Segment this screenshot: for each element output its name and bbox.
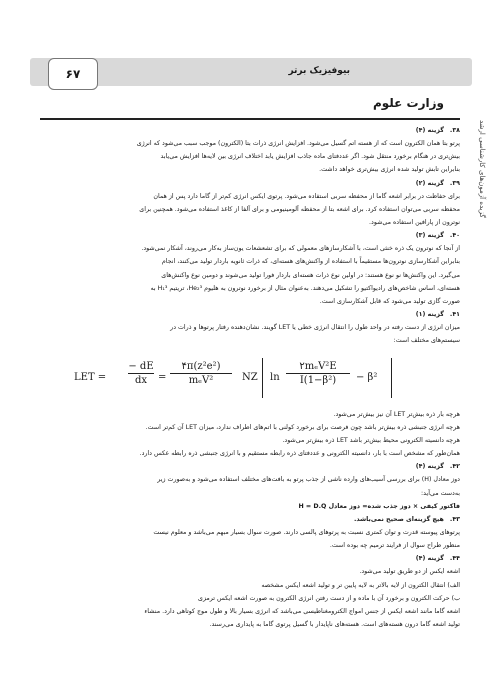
question-number: ۴۴.	[449, 555, 460, 563]
formula-nz: NZ	[242, 371, 258, 383]
dose-formula: فاکتور کیفی × دوز جذب شده= دوز معادل H = D.Q	[298, 502, 460, 510]
paragraph-line: منظور طراح سوال از فرایند ترمیم چه بوده است.	[329, 542, 460, 550]
question-number: ۴۱.	[449, 311, 460, 319]
paragraph-line: تولید اشعه گاما درون هسته‌های است. هسته‌های ناپایدار با گسیل پرتوی گاما به پایداری می‌رسند.	[209, 621, 460, 629]
content	[30, 124, 460, 631]
question-number: ۴۲.	[449, 463, 460, 471]
paragraph-line: هرچه انرژی جنبشی ذره بیش‌تر باشد چون فرصت برای برخورد کولنی با اتم‌های اطراف ندارد، میزان LET آن کم‌تر است.	[145, 423, 460, 431]
formula-equals: =	[158, 371, 167, 383]
formula-beta: − β²	[356, 371, 378, 383]
formula-denominator: dx	[128, 373, 154, 387]
paragraph-line: از آنجا که نوترون یک ذره خنثی است، با آشکارسازهای معمولی که برای تشعشعات یون‌ساز به‌کار می‌روند، آشکار نمی‌شود.	[141, 245, 460, 253]
paragraph-line: بنابراین تابش تولید شده انرژی بیش‌تری خواهد داشت.	[319, 166, 460, 174]
paragraph-line: صورت گازی تولید می‌شود که قابل آشکارسازی است.	[319, 298, 460, 306]
let-formula	[74, 356, 460, 402]
paragraph-line: محفظه سربی می‌توان استفاده کرد. برای اشعه بتا از محفظه آلومینیومی و برای آلفا از کاغذ استفاده می‌شود. همچنین برای	[139, 205, 460, 213]
answer-label: گزینه (۳)	[415, 232, 444, 240]
formula-numerator: − dE	[128, 360, 154, 372]
question-number: ۳۹.	[449, 179, 460, 187]
paragraph-line: هرچه بار ذره بیش‌تر LET آن نیز بیش‌تر می‌شود.	[333, 410, 460, 418]
question-header	[30, 177, 460, 190]
running-title: بیوفیزیک برتر	[288, 66, 350, 76]
paragraph-line: اشعه ایکس از دو طریق تولید می‌شود.	[359, 568, 460, 576]
paragraph-line: الف) انتقال الکترون از لایه بالاتر به لایه پایین تر و تولید اشعه ایکس مشخصه	[261, 581, 460, 589]
paragraph-line: میزان انرژی از دست رفته در واحد طول را انتقال انرژی خطی یا LET گویند. نشان‌دهنده رفتار پرتوها و ذرات در	[170, 324, 460, 332]
answer-label: گزینه (۴)	[415, 463, 444, 471]
paragraph-line: سیستم‌های مختلف است:	[393, 337, 460, 345]
paragraph-line: هسته‌ای، اساس شاخص‌های رادیواکتیو را تشکیل می‌دهند. به‌عنوان مثال از برخورد نوترون به هلیوم He₂³، تریتیم H₁³ به	[150, 284, 460, 292]
paragraph-line: بیش‌تری در هنگام برخورد منتقل شود. اگر عددفتای ماده جاذب افزایش یابد اختلاف انرژی بین لایه‌ها افزایش می‌یابد	[160, 153, 460, 161]
paragraph-line: به‌دست می‌آید:	[421, 489, 460, 497]
question-number: ۴۰.	[449, 232, 460, 240]
paragraph-line: ب) حرکت الکترون و برخورد آن با ماده و از دست رفتن انرژی الکترون به صورت اشعه ایکس ترمزی	[198, 594, 460, 602]
paragraph-line: اشعه گاما مانند اشعه ایکس از جنس امواج الکترومغناطیسی می‌باشد که انرژی بسیار بالا و طول موج کوتاهی دارد. منشاء	[144, 608, 460, 616]
question-header	[30, 124, 460, 137]
paragraph-line: دوز معادل (H) برای بررسی آسیب‌های وارده ناشی از جذب پرتو به بافت‌های مختلف استفاده می‌شود و به‌صورت زیر	[157, 476, 460, 484]
formula-fraction	[128, 360, 154, 387]
question-header	[30, 513, 460, 526]
paragraph-line: برای حفاظت در برابر اشعه گاما از محفظه سربی استفاده می‌شود. پرتوی ایکس انرژی کم‌تر از گاما دارد پس از همان	[153, 192, 460, 200]
answer-label: گزینه (۴)	[415, 126, 444, 134]
page-number: ۶۷	[48, 58, 98, 90]
question-header	[30, 229, 460, 242]
answer-label: گزینه (۴)	[415, 555, 444, 563]
answer-label: گزینه (۱)	[415, 311, 444, 319]
answer-label: هیچ گزینه‌ای صحیح نمی‌باشد.	[353, 515, 444, 523]
paragraph-line: نوترون از پارافین استفاده می‌شود.	[369, 219, 460, 227]
formula-fraction	[170, 360, 232, 387]
formula-denominator: I(1−β²)	[286, 373, 350, 387]
paragraph-line: بنابراین آشکارسازی نوترون‌ها مستقیماً با استفاده از واکنش‌های هسته‌ای، که ذرات ثانویه باردار تولید می‌کنند، انجام	[161, 258, 460, 266]
let-lhs: LET =	[74, 371, 107, 383]
answer-label: گزینه (۲)	[415, 179, 444, 187]
paragraph-line: پرتو بتا همان الکترون است که از هسته اتم گسیل می‌شود. افزایش انرژی ذرات بتا (الکترون) موجب سبب می‌شود که انرژی	[136, 140, 460, 147]
formula-bracket	[262, 358, 392, 398]
paragraph-line: هرچه دانسیته الکترونی محیط بیش‌تر باشد LET ذره بیش‌تر می‌شود.	[282, 437, 460, 445]
question-header	[30, 552, 460, 565]
paragraph-line: همان‌طور که مشخص است با بار، دانسیته الکترونی و عددفتای ذره رابطه مستقیم و با انرژی جنبشی ذره رابطه عکس دارد.	[139, 450, 460, 458]
formula-numerator: ۲mₑV²E	[299, 360, 337, 372]
paragraph-line: می‌گیرد. این واکنش‌ها نو نوع هستند: در اولین نوع ذرات هسته‌ای باردار فورا تولید می‌شوند و دومین نوع واکنش‌های	[161, 271, 460, 279]
question-header	[30, 460, 460, 473]
section-header	[40, 96, 460, 120]
formula-numerator: ۴π(z²e²)	[181, 360, 221, 372]
paragraph-line: پرتوهای پیوسته قدرت و توان کمتری نسبت به پرتوهای پالسی دارند. صورت سوال بسیار مبهم می‌باشد و معلوم نیست	[153, 529, 460, 537]
formula-ln: ln	[270, 371, 280, 383]
question-number: ۳۸.	[449, 126, 460, 134]
question-header	[30, 308, 460, 321]
formula-denominator: mₑV²	[170, 373, 232, 387]
side-text: گزیده آزمون‌های کارشناسی ارشد	[478, 120, 486, 218]
section-title: وزارت علوم	[372, 96, 444, 110]
question-number: ۴۳.	[449, 515, 460, 523]
